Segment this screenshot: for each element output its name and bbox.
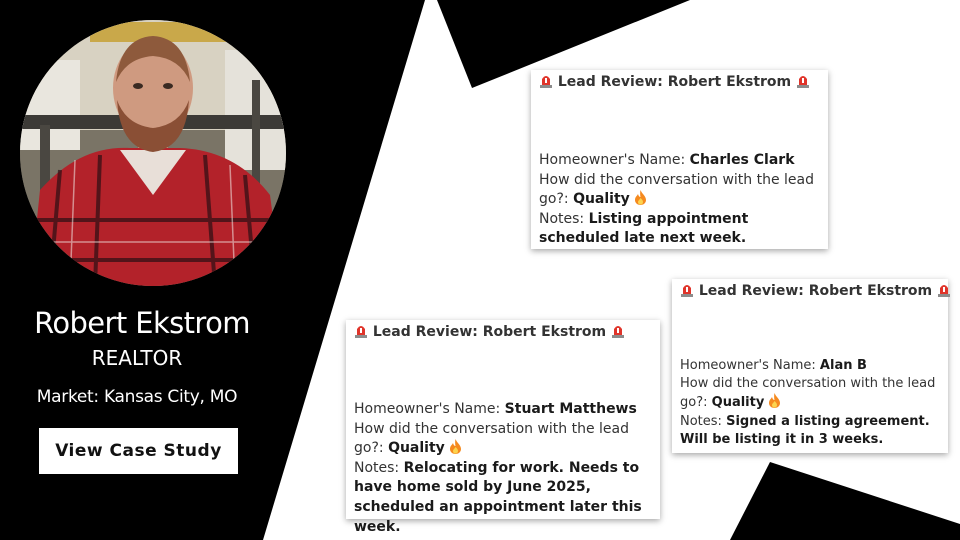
lead-review-title: Lead Review: Robert Ekstrom: [698, 283, 933, 299]
siren-icon: [796, 73, 810, 88]
fire-icon: [449, 439, 462, 454]
lead-review-card: [672, 279, 948, 453]
siren-icon: [354, 323, 368, 338]
notes-label: Notes:: [354, 459, 400, 476]
lead-review-header: [354, 323, 625, 340]
market-location: Market: Kansas City, MO: [36, 387, 238, 407]
notes-label: Notes:: [680, 413, 722, 429]
homeowner-label: Homeowner's Name:: [680, 358, 816, 373]
lead-review-title: Lead Review: Robert Ekstrom: [372, 324, 607, 340]
bottom-right-black-shard: [730, 462, 960, 540]
conversation-label: How did the conversation with the lead go?:: [680, 376, 936, 411]
siren-icon: [539, 73, 553, 88]
lead-review-card: [531, 70, 828, 249]
siren-icon: [937, 282, 951, 297]
conversation-label: How did the conversation with the lead go?:: [354, 420, 630, 457]
lead-review-card: [346, 320, 660, 535]
conversation-rating: Quality: [573, 191, 630, 208]
fire-icon: [768, 393, 781, 408]
lead-review-body: [539, 151, 825, 249]
lead-review-body: [680, 357, 944, 449]
homeowner-name: Charles Clark: [689, 152, 795, 168]
conversation-label: How did the conversation with the lead go?:: [539, 171, 815, 208]
avatar: [20, 20, 286, 286]
lead-review-title: Lead Review: Robert Ekstrom: [557, 74, 792, 90]
siren-icon: [680, 282, 694, 297]
homeowner-name: Alan B: [819, 358, 867, 373]
siren-icon: [611, 323, 625, 338]
profile-photo: [20, 20, 286, 286]
notes-text: Signed a listing agreement. Will be listing it in 3 weeks.: [680, 413, 930, 447]
conversation-rating: Quality: [711, 395, 765, 411]
notes-text: Listing appointment scheduled late next week.: [539, 210, 749, 247]
view-case-study-button[interactable]: View Case Study: [39, 428, 238, 474]
homeowner-name: Stuart Matthews: [504, 401, 637, 417]
homeowner-label: Homeowner's Name:: [354, 401, 501, 417]
fire-icon: [634, 190, 647, 205]
lead-review-header: [539, 73, 810, 90]
lead-review-header: [680, 282, 951, 299]
notes-text: Relocating for work. Needs to have home sold by June 2025, scheduled an appointment later this week.: [354, 459, 642, 535]
lead-review-body: [354, 400, 656, 537]
conversation-rating: Quality: [388, 440, 445, 457]
realtor-title: REALTOR: [91, 346, 183, 370]
homeowner-label: Homeowner's Name:: [539, 152, 686, 168]
realtor-name: Robert Ekstrom: [34, 306, 250, 340]
notes-label: Notes:: [539, 210, 585, 227]
